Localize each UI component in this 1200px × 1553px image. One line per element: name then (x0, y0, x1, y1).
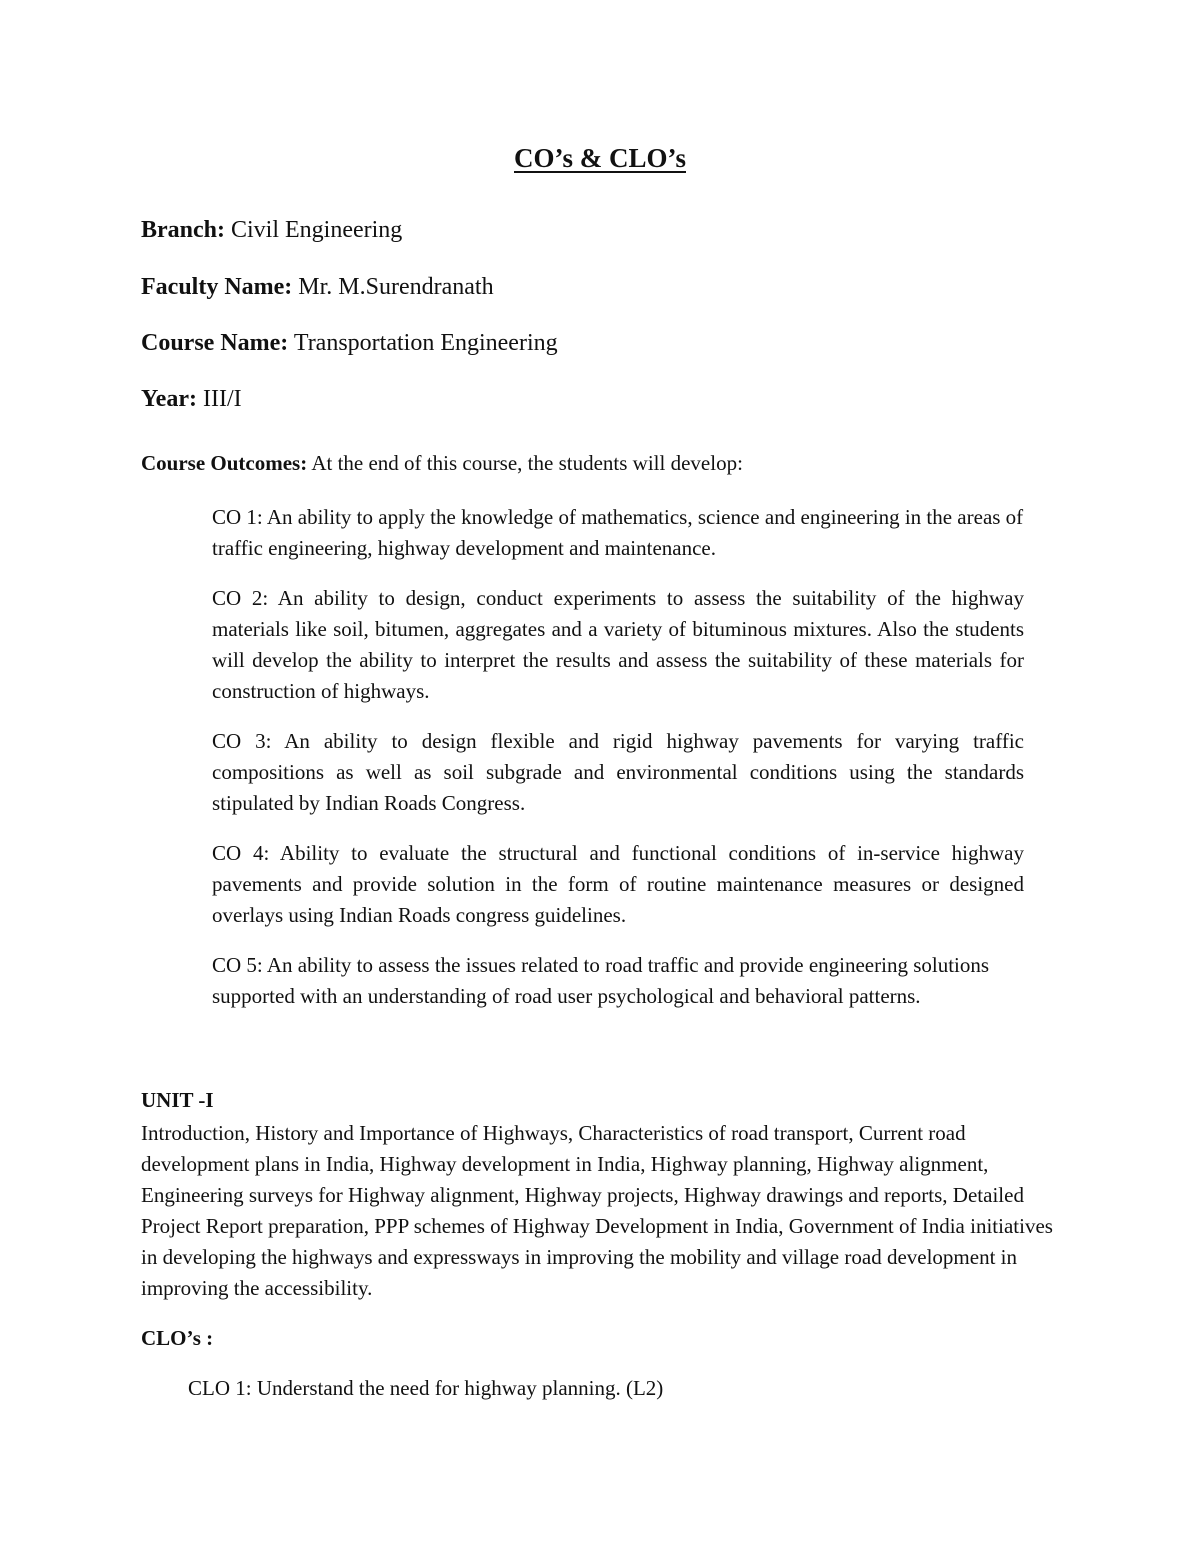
co-item-4: CO 4: Ability to evaluate the structural and functional conditions of in-service highway pavements and provide solution in the form of routine maintenance measures or designed overlays using Indian Roads congress guidelines. (212, 841, 1024, 927)
year-field (141, 386, 242, 413)
course-outcomes-text: At the end of this course, the students will develop: (311, 451, 743, 475)
clo-item-1: CLO 1: Understand the need for highway planning. (L2) (188, 1376, 664, 1400)
year-value: III/I (202, 386, 242, 412)
faculty-label: Faculty Name: (141, 274, 293, 300)
branch-value: Civil Engineering (231, 217, 403, 243)
co-item-3: CO 3: An ability to design flexible and rigid highway pavements for varying traffic compositions as well as soil subgrade and environmental conditions using the standards stipulated by Indian Roads Congress. (212, 729, 1024, 815)
course-outcomes-intro (141, 451, 743, 476)
faculty-field (141, 274, 494, 301)
course-label: Course Name: (141, 330, 289, 356)
co-item-1: CO 1: An ability to apply the knowledge of mathematics, science and engineering in the areas of traffic engineering, highway development and maintenance. (212, 505, 1024, 560)
unit-body: Introduction, History and Importance of Highways, Characteristics of road transport, Current road development plans in India, Highway development in India, Highway planning, Highway alignment, Engineering surveys for Highway alignment, Highway projects, Highway drawings and reports, Detailed Project Report preparation, PPP schemes of Highway Development in India, Government of India initiatives in developing the highways and expressways in improving the mobility and village road development in improving the accessibility. (141, 1121, 1053, 1300)
faculty-value: Mr. M.Surendranath (298, 274, 494, 300)
unit-heading: UNIT -I (141, 1088, 214, 1112)
course-outcomes-label: Course Outcomes: (141, 451, 308, 475)
co-item-2: CO 2: An ability to design, conduct experiments to assess the suitability of the highway materials like soil, bitumen, aggregates and a variety of bituminous mixtures. Also the students will develop the ability to interpret the results and assess the suitability of these materials for construction of highways. (212, 586, 1024, 703)
branch-field (141, 217, 402, 244)
course-outcomes-list (212, 502, 1024, 1031)
year-label: Year: (141, 386, 197, 412)
clo-heading: CLO’s : (141, 1326, 214, 1350)
co-item-5: CO 5: An ability to assess the issues related to road traffic and provide engineering solutions supported with an understanding of road user psychological and behavioral patterns. (212, 953, 990, 1008)
course-field (141, 330, 558, 357)
course-value: Transportation Engineering (293, 330, 558, 356)
branch-label: Branch: (141, 217, 225, 243)
page-title: CO’s & CLO’s (514, 143, 686, 173)
